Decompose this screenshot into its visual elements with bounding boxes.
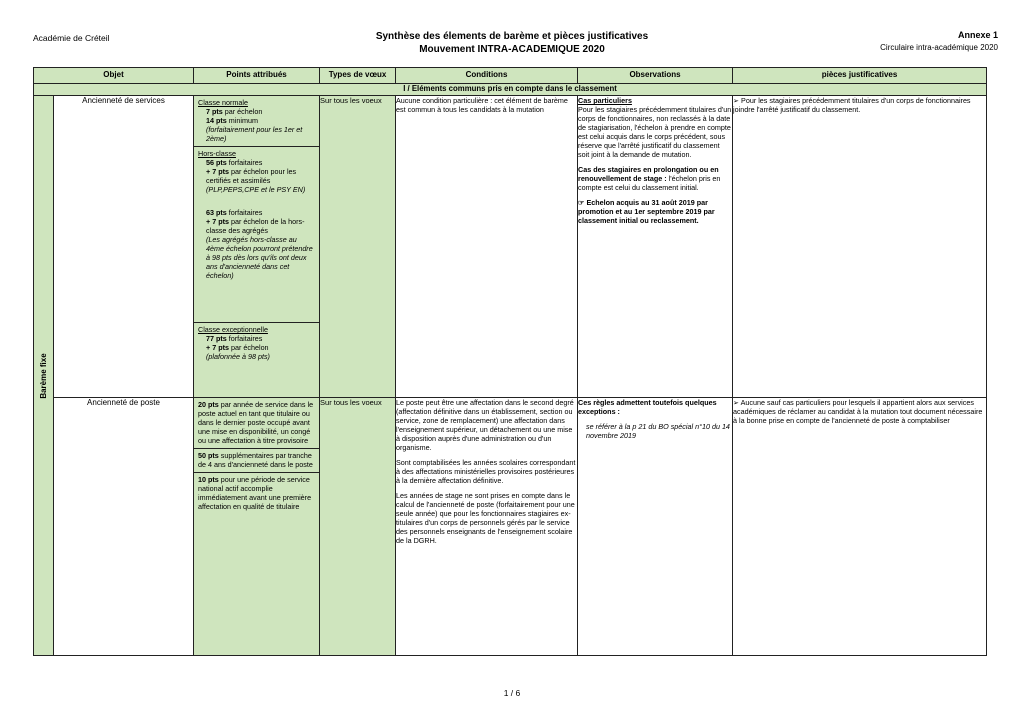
objet-anciennete-services: Ancienneté de services	[54, 96, 194, 398]
observations-title: Cas particuliers	[578, 96, 632, 105]
points-text: par échelon	[222, 107, 263, 116]
points-value: 14 pts	[206, 116, 227, 125]
observations-text: Pour les stagiaires précédemment titulaires d'un corps de fonctionnaires, non reclassés à la date de stagiarisation, l'échelon à prendre en compte est celui acquis dans le corps précédent, sous réserve que l'arrêté justificatif du classement soit joint à la demande de mutation.	[578, 105, 732, 159]
points-note: (Les agrégés hors-classe au 4ème échelon pourront prétendre à 98 pts dès lors qu'ils ont deux ans d'ancienneté dans cet échelon)	[206, 235, 313, 280]
points-text: par année de service dans le poste actuel en tant que titulaire ou dans le dernier poste occupé avant une mise en disponibilité, un congé ou une affectation à titre provisoire	[198, 400, 314, 445]
points-value: + 7 pts	[206, 167, 229, 176]
points-value: + 7 pts	[206, 217, 229, 226]
points-value: 20 pts	[198, 400, 219, 409]
points-value: 56 pts	[206, 158, 227, 167]
table-row	[34, 398, 987, 656]
bareme-table	[33, 67, 987, 656]
observations-bold: Cas des stagiaires en prolongation ou en renouvellement de stage :	[578, 165, 719, 183]
col-header-pieces: pièces justificatives	[733, 68, 987, 84]
document-title: Synthèse des élements de barème et pièces justificatives	[375, 31, 649, 42]
points-text: forfaitaires	[226, 158, 263, 167]
circular-label: Circulaire intra-académique 2020	[880, 43, 998, 52]
observations-text: l'échelon pris en compte est celui du classement initial.	[578, 174, 721, 192]
section-title: I / Eléments communs pris en compte dans le classement	[34, 84, 987, 96]
conditions-text: Sont comptabilisées les années scolaires correspondant à des affectations ministérielles provisoires postérieures à la dernière affectation définitive.	[396, 458, 576, 485]
conditions-cell	[396, 398, 578, 656]
points-block	[194, 473, 319, 514]
observations-cell	[578, 96, 733, 398]
observations-note: ☞ Echelon acquis au 31 août 2019 par promotion et au 1er septembre 2019 par classement initial ou reclassement.	[578, 198, 715, 225]
conditions-text: Le poste peut être une affectation dans le second degré (affectation définitive dans un établissement, section ou service, zone de remplacement) une affectation dans l'enseignement supérieur, un détachement ou une mise à disposition auprès d'une administration ou d'un organisme.	[396, 398, 574, 452]
col-header-objet: Objet	[34, 68, 194, 84]
observations-bold: Ces règles admettent toutefois quelques exceptions :	[578, 398, 717, 416]
points-value: 10 pts	[198, 475, 219, 484]
points-text: pour une période de service national actif accomplie immédiatement avant une première affectation en qualité de titulaire	[198, 475, 312, 511]
hors-classe-block	[194, 147, 319, 323]
conditions-text: Les années de stage ne sont prises en compte dans le calcul de l'ancienneté de poste (forfaitairement pour une seule année) que pour les fonctionnaires stagiaires ex-titulaires d'un corps de personnels gérés par le service des personnels enseignants de l'enseignement scolaire de la DGRH.	[396, 491, 575, 545]
classe-normale-block	[194, 96, 319, 147]
vertical-label-cell	[34, 96, 54, 656]
section-row	[34, 84, 987, 96]
col-header-conditions: Conditions	[396, 68, 578, 84]
points-value: + 7 pts	[206, 343, 229, 352]
academy-name: Académie de Créteil	[33, 33, 110, 43]
points-value: 77 pts	[206, 334, 227, 343]
points-value: 7 pts	[206, 107, 223, 116]
points-text: supplémentaires par tranche de 4 ans d'ancienneté dans le poste	[198, 451, 313, 469]
col-header-observations: Observations	[578, 68, 733, 84]
table-row	[34, 96, 987, 398]
points-note: (plafonnée à 98 pts)	[206, 352, 270, 361]
vertical-label: Barème fixe	[38, 353, 48, 399]
points-block	[194, 398, 319, 449]
voeux-cell: Sur tous les voeux	[320, 96, 396, 398]
points-text: par échelon de la hors-classe des agrégés	[206, 217, 305, 235]
points-text: forfaitaires	[226, 208, 263, 217]
points-cell	[194, 96, 320, 398]
document-subtitle: Mouvement INTRA-ACADEMIQUE 2020	[419, 44, 605, 55]
hors-classe-title: Hors-classe	[198, 149, 236, 158]
voeux-cell: Sur tous les voeux	[320, 398, 396, 656]
pieces-cell: ➢ Aucune sauf cas particuliers pour lesquels il appartient alors aux services académiques de réclamer au candidat à la mutation tout document nécessaire à la bonne prise en compte de l'ancienneté de poste à comptabiliser	[733, 398, 987, 656]
observations-cell	[578, 398, 733, 656]
points-note: (PLP,PEPS,CPE et le PSY EN)	[206, 185, 306, 194]
points-text: forfaitaires	[226, 334, 263, 343]
annex-label: Annexe 1	[957, 30, 998, 40]
points-note: (forfaitairement pour les 1er et 2ème)	[206, 125, 303, 143]
points-value: 50 pts	[198, 451, 219, 460]
observations-reference: se référer à la p 21 du BO spécial n°10 du 14 novembre 2019	[586, 422, 730, 440]
classe-exceptionnelle-block	[194, 323, 319, 364]
points-text: par échelon	[229, 343, 269, 352]
conditions-cell: Aucune condition particulière : cet élément de barème est commun à tous les candidats à la mutation	[396, 96, 578, 398]
objet-anciennete-poste: Ancienneté de poste	[54, 398, 194, 656]
classe-exceptionnelle-title: Classe exceptionnelle	[198, 325, 268, 334]
col-header-points: Points attribués	[194, 68, 320, 84]
page-number: 1 / 6	[503, 688, 521, 698]
points-text: par échelon pour les certifiés et assimilés	[206, 167, 297, 185]
points-value: 63 pts	[206, 208, 227, 217]
classe-normale-title: Classe normale	[198, 98, 248, 107]
pieces-cell: ➢ Pour les stagiaires précédemment titulaires d'un corps de fonctionnaires joindre l'arrêté justificatif du classement.	[733, 96, 987, 398]
points-text: minimum	[226, 116, 258, 125]
points-block	[194, 449, 319, 473]
points-cell	[194, 398, 320, 656]
col-header-voeux: Types de vœux	[320, 68, 396, 84]
table-header-row	[34, 68, 987, 84]
